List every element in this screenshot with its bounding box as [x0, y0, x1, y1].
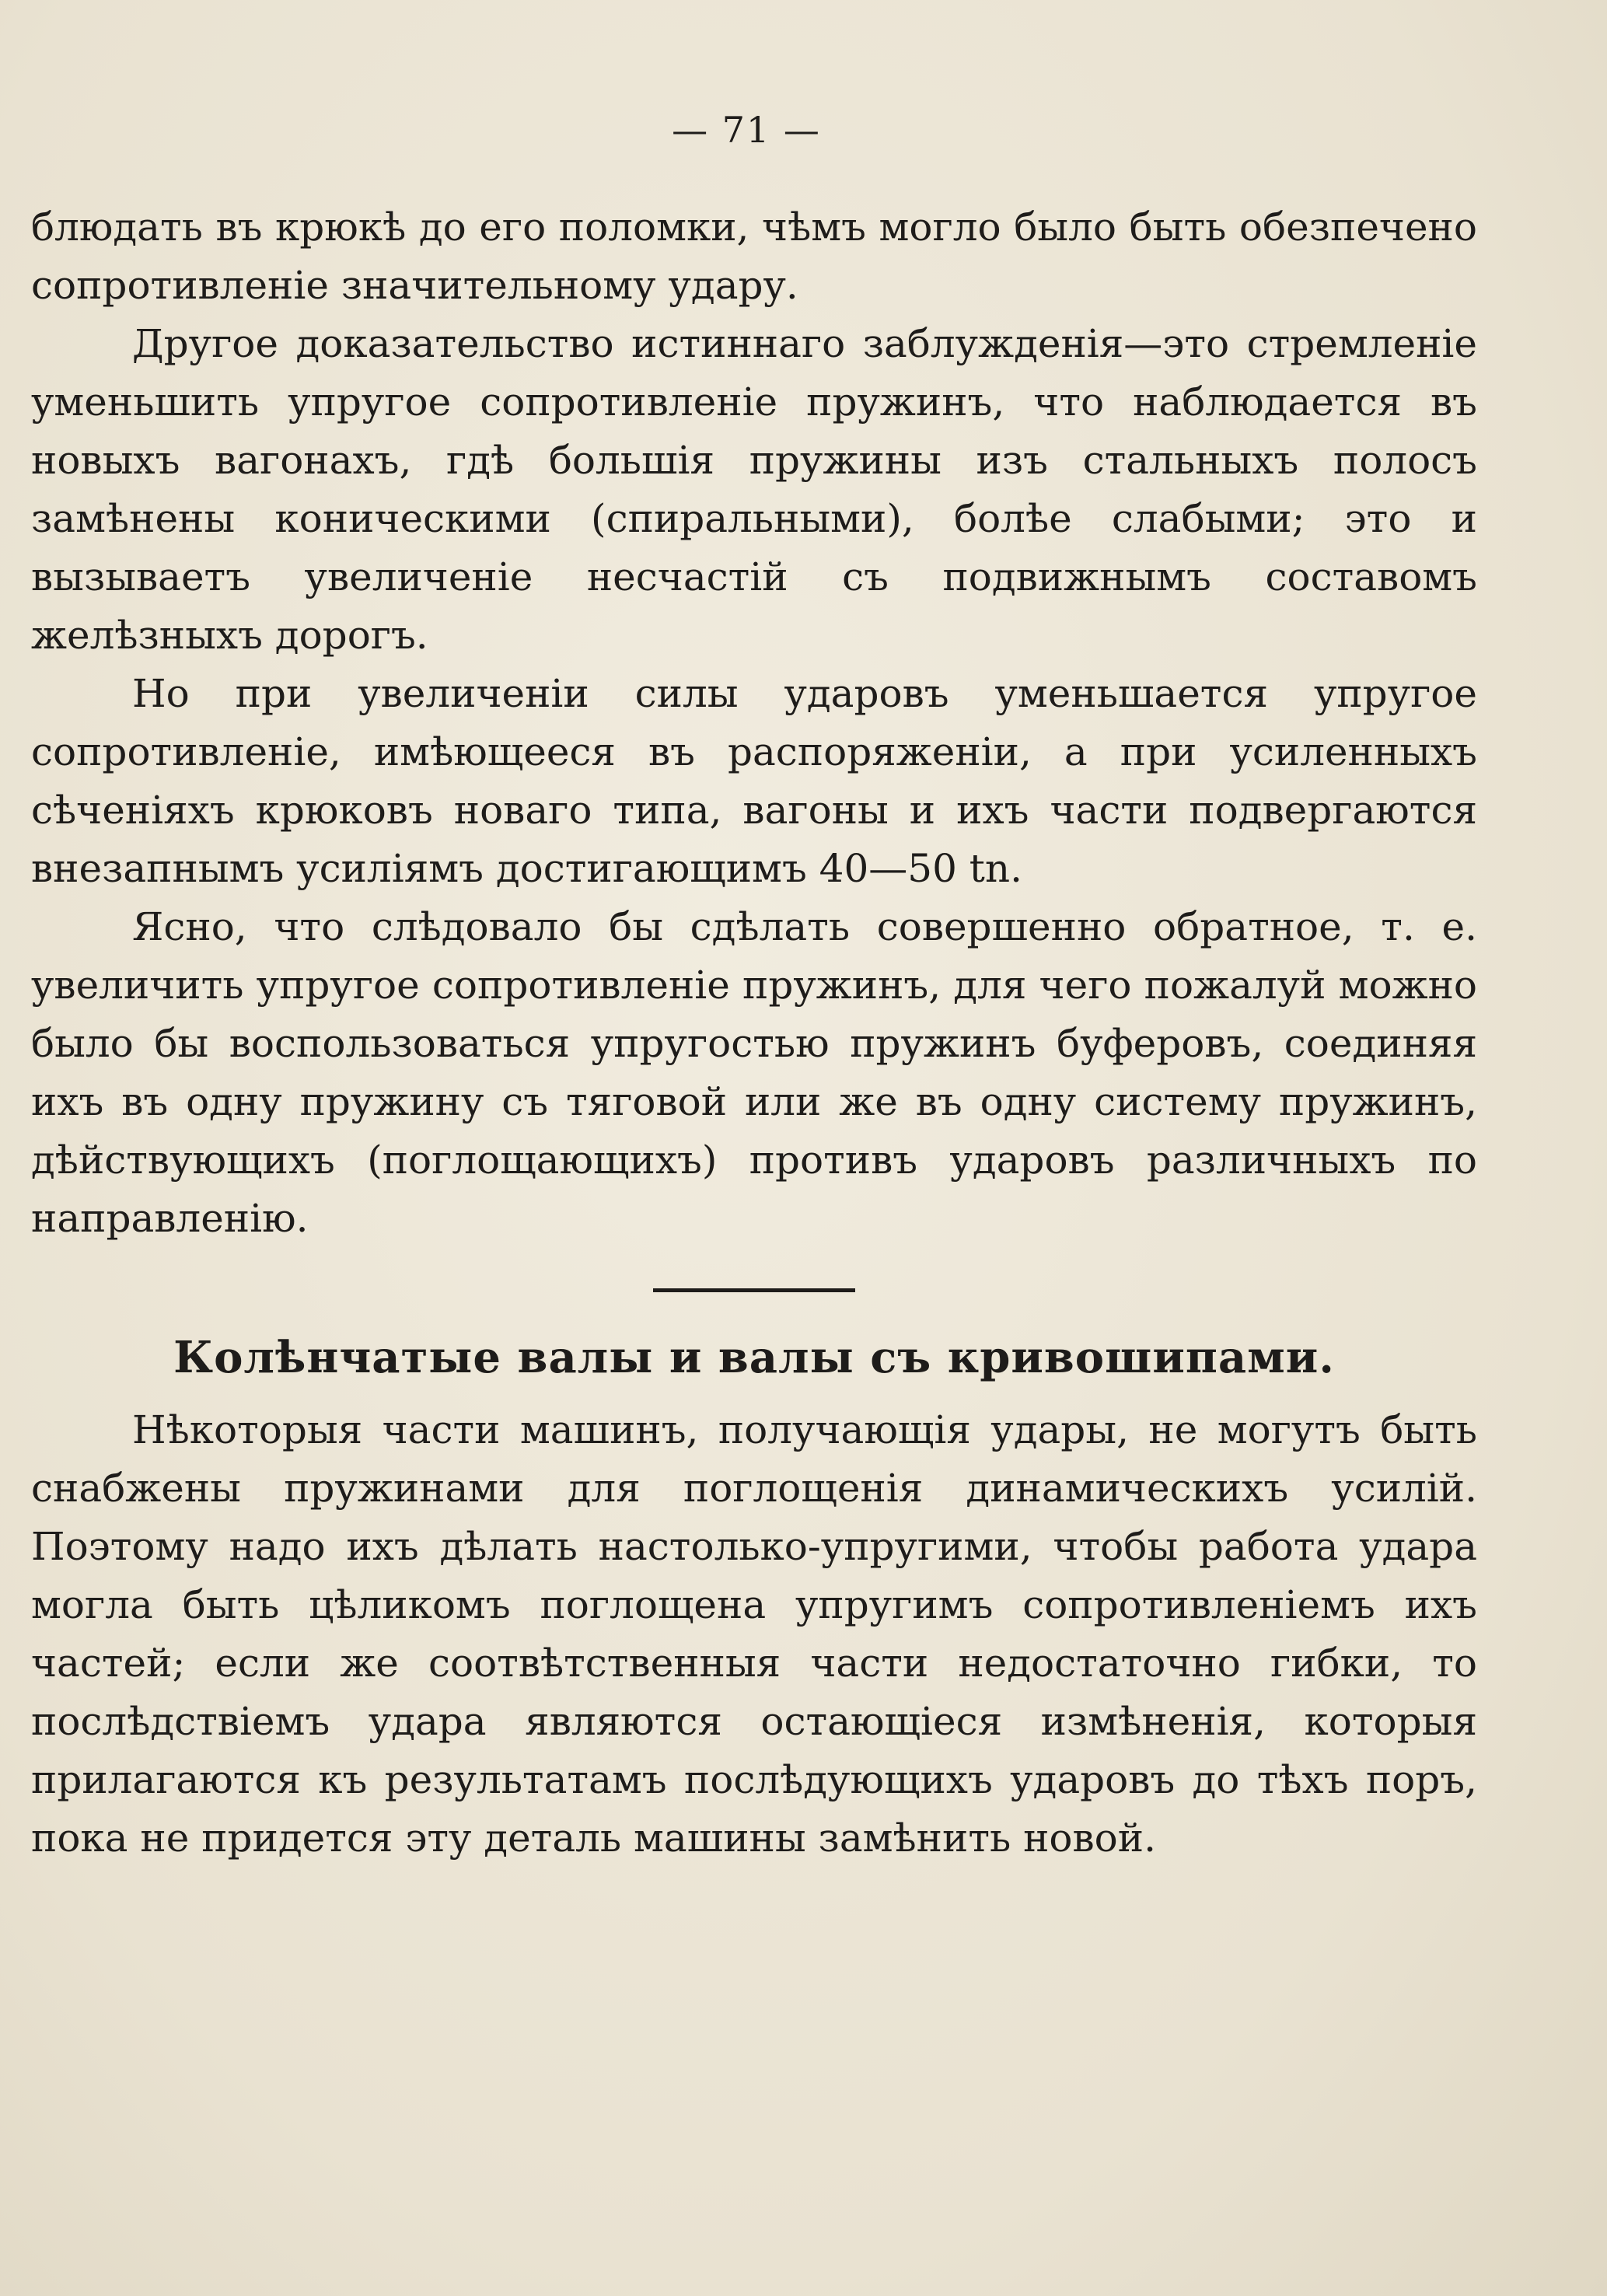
page-number: — 71 — — [672, 109, 821, 151]
paragraph-machine-parts: Нѣкоторыя части машинъ, получающія удары, не могутъ быть снабжены пружинами для поглощенія динамическихъ усилій. Поэтому надо ихъ дѣлать настолько-упругими, чтобы работа удара могла быть цѣликомъ поглощена упругимъ сопротивленіемъ ихъ частей; если же соотвѣтственныя части недостаточно гибки, то послѣдствіемъ удара являются остающіеся измѣненія, которыя прилагаются къ результатамъ послѣдующихъ ударовъ до тѣхъ поръ, пока не придется эту деталь машины замѣнить новой. — [31, 1407, 1477, 1861]
paragraph-conclusion: Ясно, что слѣдовало бы сдѣлать совершенно обратное, т. е. увеличить упругое сопротивленіе пружинъ, для чего пожалуй можно было бы воспользоваться упругостью пружинъ буферовъ, соединяя ихъ въ одну пружину съ тяговой или же въ одну систему пружинъ, дѣйствующихъ (поглощающихъ) противъ ударовъ различныхъ по направленію. — [31, 904, 1477, 1241]
section-title: Колѣнчатые валы и валы съ кривошипами. — [173, 1332, 1335, 1383]
page-body — [31, 198, 1477, 1868]
section-divider — [653, 1288, 855, 1292]
paragraph-impact-forces: Но при увеличеніи силы ударовъ уменьшается упругое сопротивленіе, имѣющееся въ распоряженіи, а при усиленныхъ сѣченіяхъ крюковъ новаго типа, вагоны и ихъ части подвергаются внезапнымъ усиліямъ достигающимъ 40—50 tn. — [31, 671, 1477, 891]
paragraph-error-evidence: Другое доказательство истиннаго заблужденія—это стремленіе уменьшить упругое сопротивленіе пружинъ, что наблюдается въ новыхъ вагонахъ, гдѣ большія пружины изъ стальныхъ полосъ замѣнены коническими (спиральными), болѣе слабыми; это и вызываетъ увеличеніе несчастій съ подвижнымъ составомъ желѣзныхъ дорогъ. — [31, 321, 1477, 658]
paragraph-continuation: блюдать въ крюкѣ до его поломки, чѣмъ могло было быть обезпечено сопротивленіе значительному удару. — [31, 204, 1477, 308]
